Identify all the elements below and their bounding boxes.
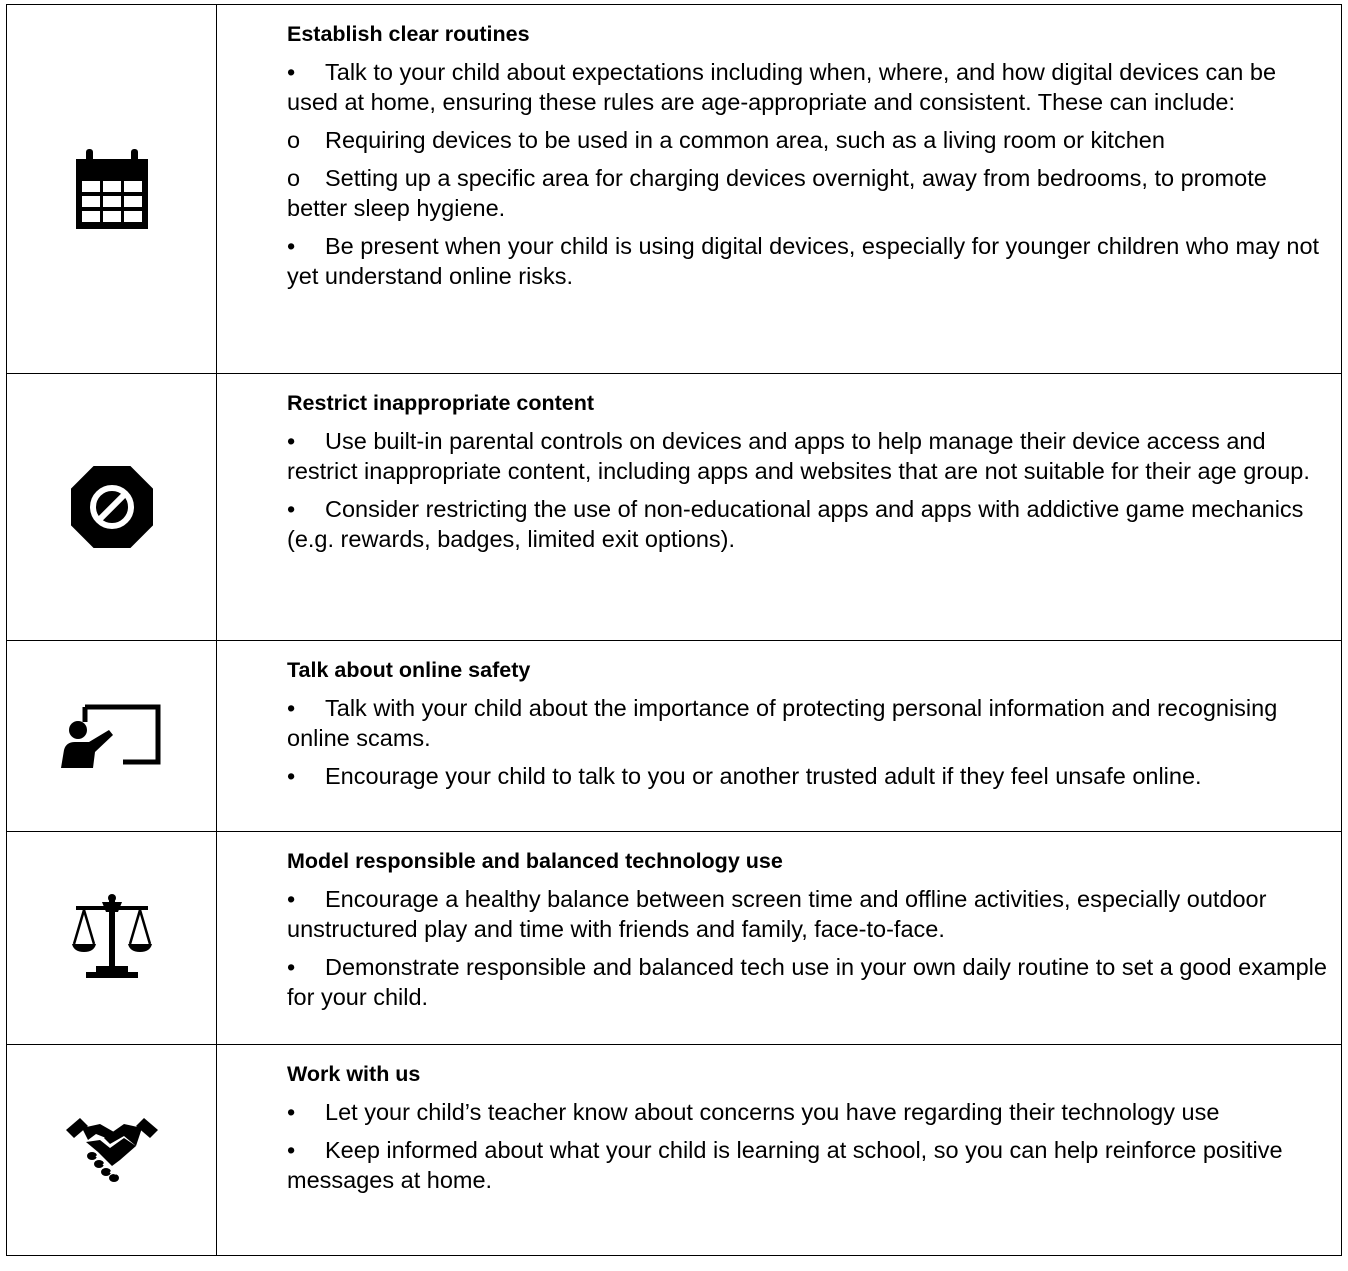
text-cell — [217, 641, 1342, 832]
icon-cell — [7, 374, 217, 641]
bullet-item: • Consider restricting the use of non-educational apps and apps with addictive game mechanics (e.g. rewards, badges, limited exit options). — [287, 496, 1304, 552]
bullet-item: • Keep informed about what your child is learning at school, so you can help reinforce positive messages at home. — [287, 1137, 1283, 1193]
section-title: Work with us — [287, 1062, 421, 1086]
bullet-item: • Let your child’s teacher know about concerns you have regarding their technology use — [287, 1099, 1220, 1125]
icon-cell — [7, 1045, 217, 1256]
bullet-item: • Use built-in parental controls on devices and apps to help manage their device access and restrict inappropriate content, including apps and websites that are not suitable for their age group. — [287, 428, 1310, 484]
section-title: Restrict inappropriate content — [287, 391, 595, 415]
section-title: Talk about online safety — [287, 658, 531, 682]
text-cell — [217, 1045, 1342, 1256]
text-cell — [217, 5, 1342, 374]
bullet-item: • Be present when your child is using digital devices, especially for younger children who may not yet understand online risks. — [287, 233, 1320, 289]
table-row — [7, 5, 1342, 374]
balance-scale-icon — [72, 892, 152, 984]
bullet-item: • Demonstrate responsible and balanced tech use in your own daily routine to set a good example for your child. — [287, 954, 1327, 1010]
bullet-item: • Talk to your child about expectations including when, where, and how digital devices can be used at home, ensuring these rules are age-appropriate and consistent. These can include: — [287, 59, 1277, 115]
calendar-icon — [76, 149, 148, 229]
text-cell — [217, 374, 1342, 641]
teacher-board-icon — [61, 704, 163, 768]
icon-cell — [7, 641, 217, 832]
bullet-item: • Talk with your child about the importance of protecting personal information and recognising online scams. — [287, 695, 1278, 751]
tips-table — [6, 4, 1342, 1256]
bullet-item: • Encourage your child to talk to you or another trusted adult if they feel unsafe online. — [287, 763, 1202, 789]
table-row — [7, 832, 1342, 1045]
prohibited-sign-icon — [71, 466, 153, 548]
table-row — [7, 1045, 1342, 1256]
table-row — [7, 374, 1342, 641]
table-row — [7, 641, 1342, 832]
sub-bullet-item: o Setting up a specific area for charging devices overnight, away from bedrooms, to promote better sleep hygiene. — [287, 165, 1267, 221]
sub-bullet-item: o Requiring devices to be used in a common area, such as a living room or kitchen — [287, 127, 1165, 153]
text-cell — [217, 832, 1342, 1045]
section-title: Model responsible and balanced technology use — [287, 849, 783, 873]
handshake-icon — [66, 1116, 158, 1184]
bullet-item: • Encourage a healthy balance between screen time and offline activities, especially outdoor unstructured play and time with friends and family, face-to-face. — [287, 886, 1267, 942]
icon-cell — [7, 832, 217, 1045]
section-title: Establish clear routines — [287, 22, 530, 46]
icon-cell — [7, 5, 217, 374]
